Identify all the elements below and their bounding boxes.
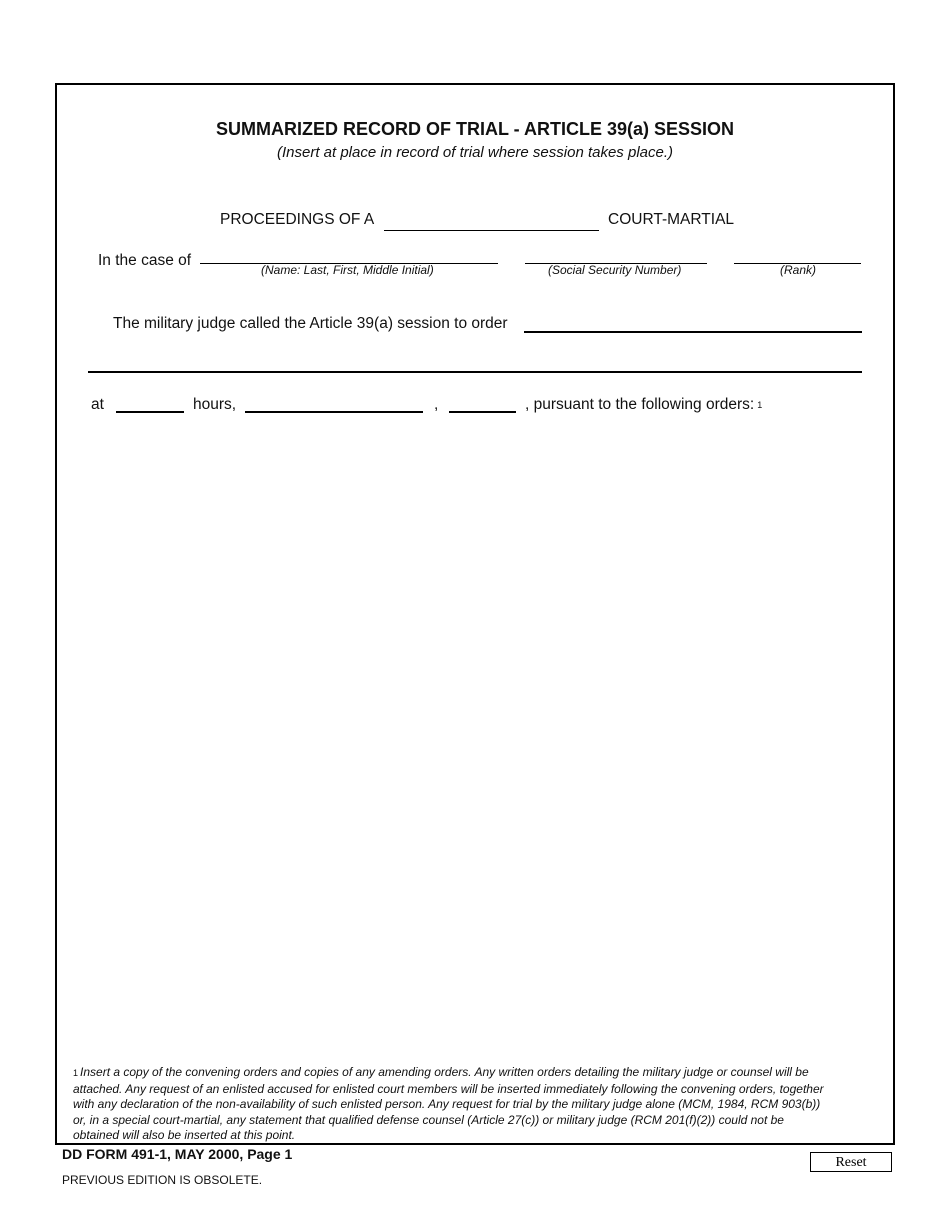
orders-statement: , pursuant to the following orders: — [525, 396, 755, 413]
page-number: Page 1 — [247, 1146, 293, 1162]
hours-label: hours, — [193, 396, 237, 413]
session-location-continued-field[interactable] — [88, 371, 862, 373]
footnote-mark: 1 — [73, 1068, 79, 1078]
form-frame — [55, 83, 895, 1145]
year-field[interactable] — [449, 411, 516, 413]
form-number: DD FORM 491-1, MAY 2000, — [62, 1146, 244, 1162]
judge-statement: The military judge called the Article 39(a) session to order — [113, 315, 508, 332]
name-caption: (Name: Last, First, Middle Initial) — [261, 263, 434, 277]
session-location-field[interactable] — [524, 331, 862, 333]
ssn-caption: (Social Security Number) — [548, 263, 682, 277]
court-type-field[interactable] — [384, 230, 599, 231]
footnote — [73, 1065, 828, 1144]
form-title: SUMMARIZED RECORD OF TRIAL - ARTICLE 39(a) SESSION — [215, 119, 735, 139]
obsolete-notice: PREVIOUS EDITION IS OBSOLETE. — [62, 1173, 263, 1187]
footnote-text: Insert a copy of the convening orders and copies of any amending orders. Any written orders detailing the military judge or counsel will be attached. Any request of an enlisted accused for enlisted court members will be inserted immediately following the convening orders, together with any declaration of the non-availability of such enlisted person. Any request for trial by the military judge alone (MCM, 1984, RCM 903(b)) or, in a special court-martial, any statement that qualified defense counsel (Article 27(c)) or military judge (RCM 201(f)(2)) could not be obtained will also be inserted at this point. — [73, 1065, 824, 1142]
rank-caption: (Rank) — [780, 263, 817, 277]
time-field[interactable] — [116, 411, 184, 413]
date-comma: , — [434, 396, 439, 413]
orders-text — [525, 396, 762, 414]
proceedings-suffix: COURT-MARTIAL — [608, 211, 735, 228]
proceedings-prefix: PROCEEDINGS OF A — [220, 211, 375, 228]
case-label: In the case of — [98, 252, 192, 269]
date-field[interactable] — [245, 411, 423, 413]
at-label: at — [91, 396, 104, 413]
form-identifier — [62, 1146, 292, 1162]
footnote-reference: 1 — [757, 400, 763, 410]
form-subtitle: (Insert at place in record of trial where session takes place.) — [276, 144, 673, 161]
reset-button[interactable]: Reset — [810, 1152, 892, 1172]
